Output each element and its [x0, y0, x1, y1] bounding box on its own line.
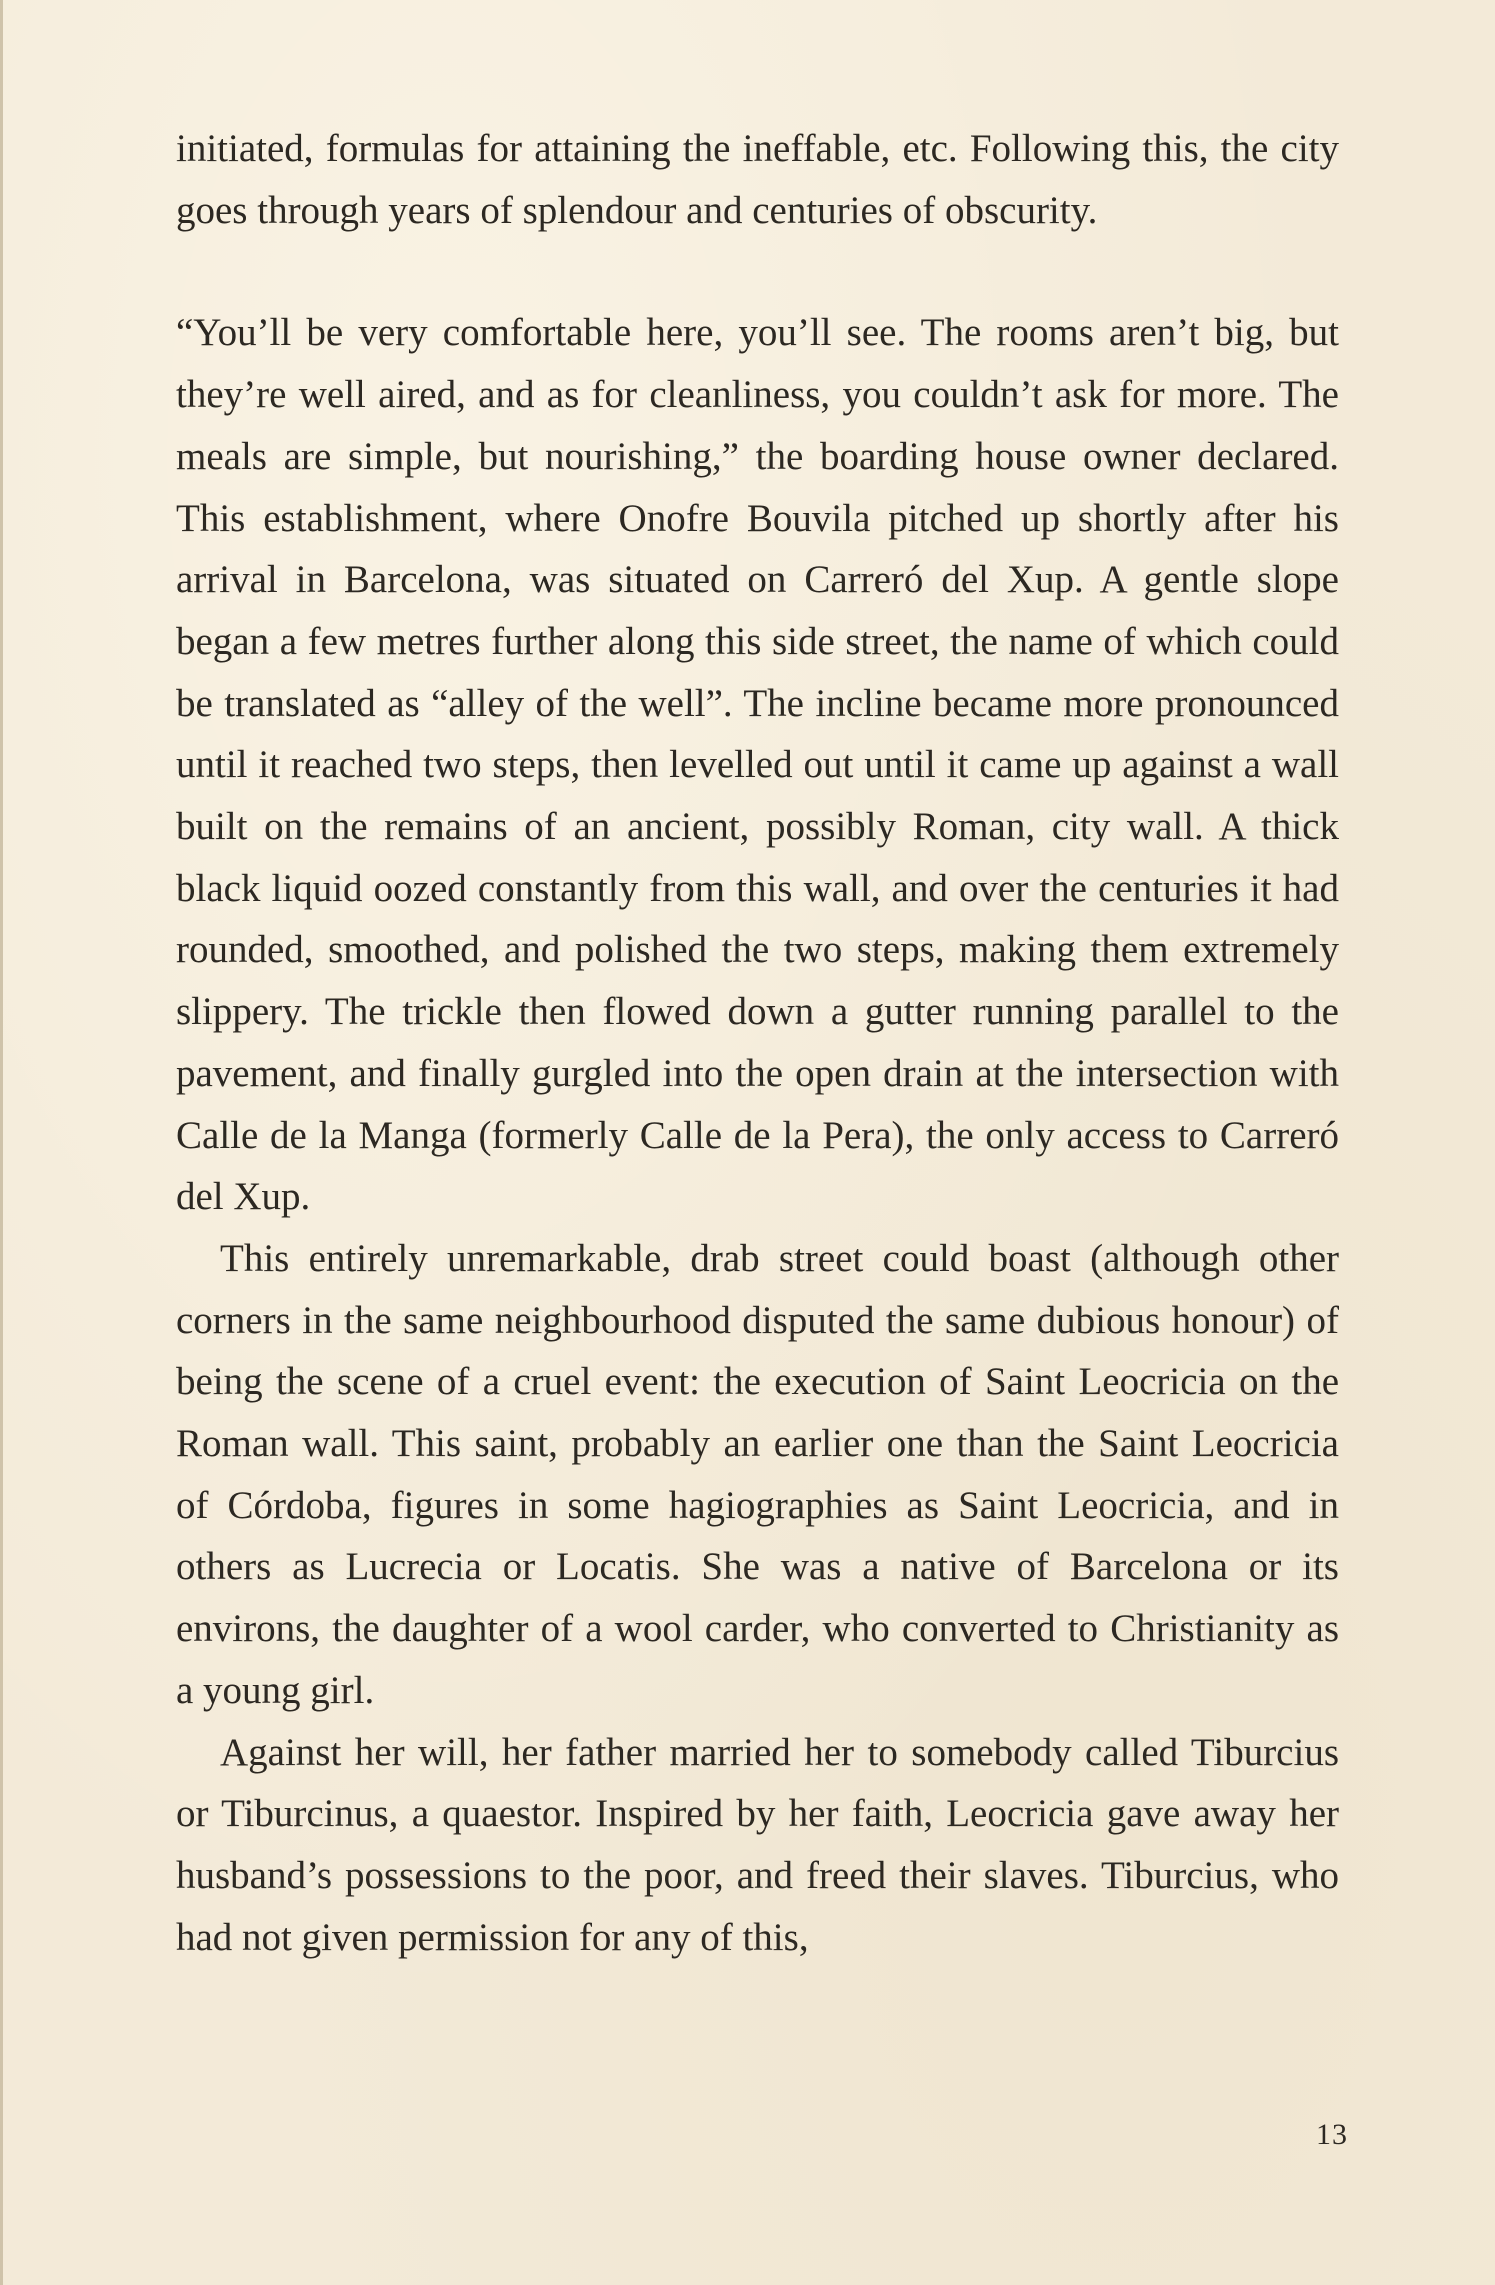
- page-left-edge: [0, 0, 3, 2285]
- paragraph-continuation: initiated, formulas for attaining the ineffable, etc. Following this, the city goes through years of splendour and centuries of obscurity.: [176, 127, 1339, 232]
- body-text: [176, 118, 1339, 1968]
- page-number: 13: [1316, 2118, 1348, 2151]
- paragraph-boarding-house: “You’ll be very comfortable here, you’ll see. The rooms aren’t big, but they’re well aired, and as for cleanliness, you couldn’t ask for more. The meals are simple, but nourishing,” the boarding house owner declared. This establishment, where Onofre Bouvila pitched up shortly after his arrival in Barcelona, was situated on Carreró del Xup. A gentle slope began a few metres further along this side street, the name of which could be translated as “alley of the well”. The incline became more pronounced until it reached two steps, then levelled out until it came up against a wall built on the remains of an ancient, possibly Roman, city wall. A thick black liquid oozed constantly from this wall, and over the centuries it had rounded, smoothed, and polished the two steps, making them extremely slippery. The trickle then flowed down a gutter running parallel to the pavement, and finally gurgled into the open drain at the intersection with Calle de la Manga (formerly Calle de la Pera), the only access to Carreró del Xup.: [176, 311, 1339, 1219]
- paragraph-leocricia-marriage: Against her will, her father married her to somebody called Tiburcius or Tiburcinus, a quaestor. Inspired by her faith, Leocricia gave away her husband’s possessions to the poor, and freed their slaves. Tiburcius, who had not given permission for any of this,: [176, 1730, 1339, 1959]
- paragraph-street-history: This entirely unremarkable, drab street could boast (although other corners in the same neighbourhood disputed the same dubious honour) of being the scene of a cruel event: the execution of Saint Leocricia on the Roman wall. This saint, probably an earlier one than the Saint Leocricia of Córdoba, figures in some hagiographies as Saint Leocricia, and in others as Lucrecia or Locatis. She was a native of Barcelona or its environs, the daughter of a wool carder, who converted to Christianity as a young girl.: [176, 1236, 1339, 1712]
